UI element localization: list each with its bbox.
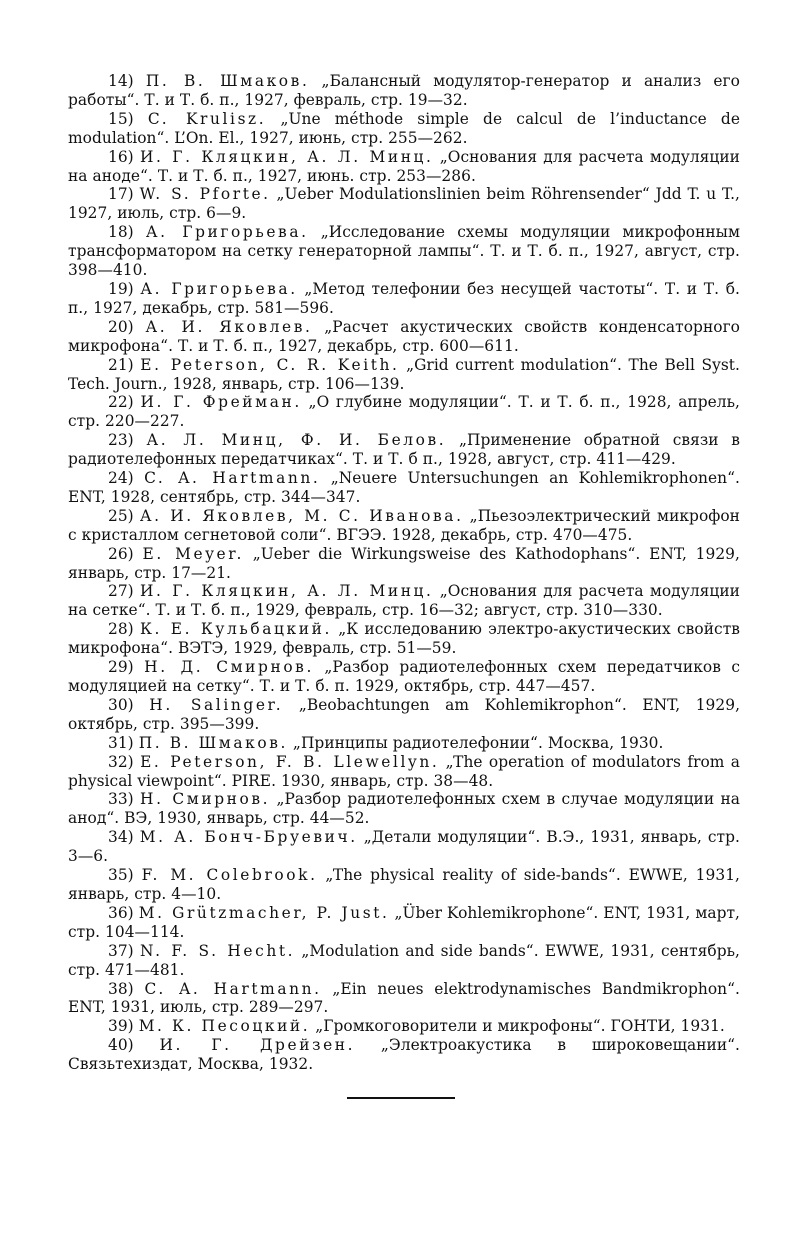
reference-text: „Метод телефонии без несущей частоты“. Т. и Т. б. п., 1927, декабрь, стр. 581—596. [68, 279, 740, 317]
reference-authors: E. Meyer. [142, 544, 244, 563]
reference-text: „Электроакустика в широковещании“. Связьтехиздат, Москва, 1932. [68, 1036, 740, 1074]
reference-item [68, 223, 740, 280]
reference-item [68, 904, 740, 942]
reference-authors: П. В. Шмаков. [138, 733, 288, 752]
reference-text: „Пьезоэлектрический микрофон с кристаллом сегнетовой соли“. ВГЭЭ. 1928, декабрь, стр. 470—475. [68, 506, 740, 544]
reference-authors: E. Peterson, F. B. Llewellyn. [140, 752, 440, 771]
reference-authors: А. Григорьева. [140, 279, 298, 298]
reference-authors: F. M. Colebrook. [141, 866, 318, 885]
reference-authors: А. Григорьева. [145, 223, 309, 242]
reference-item [68, 753, 740, 791]
reference-authors: Н. Д. Смирнов. [144, 658, 314, 677]
reference-item [68, 696, 740, 734]
reference-item [68, 582, 740, 620]
reference-authors: N. F. S. Hecht. [140, 941, 296, 960]
reference-text: „The operation of modulators from a physical viewpoint“. PIRE. 1930, январь, стр. 38—48. [68, 752, 740, 790]
reference-text: „Балансный модулятор-генератор и анализ его работы“. Т. и Т. б. п., 1927, февраль, стр. 19—32. [68, 72, 740, 109]
reference-item [68, 318, 740, 356]
reference-text: „Grid current modulation“. The Bell Syst. Tech. Journ., 1928, январь, стр. 106—139. [68, 355, 740, 393]
reference-number: 32) [108, 752, 134, 771]
reference-authors: W. S. Pforte. [139, 185, 271, 204]
reference-text: „Применение обратной связи в радиотелефонных передатчиках“. Т. и Т. б п., 1928, август, стр. 411—429. [68, 431, 740, 469]
reference-number: 33) [108, 790, 134, 809]
reference-text: „Основания для расчета модуляции на сетке“. Т. и Т. б. п., 1929, февраль, стр. 16—32; август, стр. 310—330. [68, 582, 740, 620]
reference-number: 30) [108, 695, 134, 714]
reference-item [68, 1017, 740, 1036]
reference-item [68, 790, 740, 828]
reference-text: „Ueber Modulationslinien beim Röhrensender“ Jdd T. u T., 1927, июль, стр. 6—9. [68, 185, 740, 223]
reference-number: 37) [108, 941, 134, 960]
reference-item [68, 734, 740, 753]
reference-number: 22) [108, 393, 134, 412]
reference-number: 36) [108, 903, 134, 922]
reference-text: „К исследованию электро-акустических свойств микрофона“. ВЭТЭ, 1929, февраль, стр. 51—59. [68, 620, 740, 658]
reference-number: 24) [108, 469, 134, 488]
reference-number: 39) [108, 1017, 134, 1036]
reference-authors: И. Г. Кляцкин, А. Л. Минц. [139, 147, 434, 166]
reference-number: 15) [108, 109, 134, 128]
reference-authors: И. Г. Фрейман. [140, 393, 302, 412]
reference-text: „Une méthode simple de calcul de l’inductance de modulation“. L’On. El., 1927, июнь, стр. 255—262. [68, 109, 740, 147]
reference-authors: H. Salinger. [149, 695, 284, 714]
reference-item [68, 72, 740, 110]
reference-number: 19) [108, 279, 134, 298]
reference-item [68, 469, 740, 507]
reference-item [68, 1036, 740, 1074]
reference-authors: А. И. Яковлев. [145, 317, 313, 336]
reference-item [68, 356, 740, 394]
reference-item [68, 545, 740, 583]
reference-item [68, 280, 740, 318]
reference-item [68, 866, 740, 904]
reference-authors: М. А. Бонч-Бруевич. [139, 828, 358, 847]
reference-item [68, 828, 740, 866]
reference-item [68, 507, 740, 545]
reference-authors: К. Е. Кульбацкий. [139, 620, 332, 639]
reference-number: 31) [108, 733, 134, 752]
reference-number: 34) [108, 828, 134, 847]
reference-text: „Детали модуляции“. В.Э., 1931, январь, стр. 3—6. [68, 828, 740, 866]
reference-authors: А. И. Яковлев, М. С. Иванова. [139, 506, 464, 525]
reference-item [68, 431, 740, 469]
reference-number: 20) [108, 317, 134, 336]
reference-number: 23) [108, 431, 134, 450]
reference-text: „Расчет акустических свойств конденсаторного микрофона“. Т. и Т. б. п., 1927, декабрь, стр. 600—611. [68, 317, 740, 355]
reference-number: 26) [108, 544, 134, 563]
reference-text: „О глубине модуляции“. Т. и Т. б. п., 1928, апрель, стр. 220—227. [68, 393, 740, 431]
reference-number: 40) [108, 1036, 134, 1055]
reference-item [68, 148, 740, 186]
reference-number: 16) [108, 147, 134, 166]
reference-authors: А. Л. Минц, Ф. И. Белов. [146, 431, 447, 450]
reference-item [68, 980, 740, 1018]
reference-authors: Н. Смирнов. [140, 790, 271, 809]
reference-authors: C. A. Hartmann. [144, 469, 321, 488]
reference-item [68, 658, 740, 696]
reference-text: „Разбор радиотелефонных схем в случае модуляции на анод“. ВЭ, 1930, январь, стр. 44—52. [68, 790, 740, 828]
reference-number: 29) [108, 658, 134, 677]
reference-list [68, 72, 740, 1074]
reference-text: „Основания для расчета модуляции на аноде“. Т. и Т. б. п., 1927, июнь. стр. 253—286. [68, 147, 740, 185]
reference-item [68, 393, 740, 431]
reference-authors: И. Г. Дрейзен. [159, 1036, 356, 1055]
reference-number: 21) [108, 355, 134, 374]
reference-item [68, 110, 740, 148]
reference-number: 25) [108, 506, 134, 525]
reference-text: „Beobachtungen am Kohlemikrophon“. ENT, 1929, октябрь, стр. 395—399. [68, 695, 741, 733]
reference-text: „Принципы радиотелефонии“. Москва, 1930. [292, 733, 664, 752]
reference-number: 14) [108, 72, 134, 90]
reference-number: 35) [108, 866, 134, 885]
reference-authors: C. A. Hartmann. [144, 979, 322, 998]
reference-text: „Ueber die Wirkungsweise des Kathodophans“. ENT, 1929, январь, стр. 17—21. [68, 544, 740, 582]
reference-authors: П. В. Шмаков. [145, 72, 310, 90]
reference-number: 18) [108, 223, 134, 242]
reference-authors: M. Grützmacher, P. Just. [138, 903, 390, 922]
end-rule [347, 1097, 455, 1099]
reference-text: „Ein neues elektrodynamisches Bandmikrophon“. ENT, 1931, июль, стр. 289—297. [68, 979, 740, 1017]
reference-item [68, 620, 740, 658]
reference-text: „Исследование схемы модуляции микрофонным трансформатором на сетку генераторной лампы“. Т. и Т. б. п., 1927, август, стр. 398—410. [68, 223, 740, 280]
reference-item [68, 185, 740, 223]
reference-text: „Громкоговорители и микрофоны“. ГОНТИ, 1931. [315, 1017, 725, 1036]
reference-text: „Über Kohlemikrophone“. ENT, 1931, март, стр. 104—114. [68, 903, 740, 941]
reference-text: „Modulation and side bands“. EWWE, 1931, сентябрь, стр. 471—481. [68, 941, 740, 979]
reference-text: „The physical reality of side-bands“. EWWE, 1931, январь, стр. 4—10. [68, 866, 740, 903]
reference-number: 38) [108, 979, 134, 998]
reference-authors: E. Peterson, C. R. Keith. [140, 355, 400, 374]
reference-number: 27) [108, 582, 134, 601]
reference-text: „Neuere Untersuchungen an Kohlemikrophonen“. ENT, 1928, сентябрь, стр. 344—347. [68, 469, 740, 506]
reference-item [68, 942, 740, 980]
reference-text: „Разбор радиотелефонных схем передатчиков с модуляцией на сетку“. Т. и Т. б. п. 1929, октябрь, стр. 447—457. [68, 658, 741, 695]
reference-authors: И. Г. Кляцкин, А. Л. Минц. [139, 582, 434, 601]
reference-number: 28) [108, 620, 134, 639]
reference-authors: C. Krulisz. [147, 109, 267, 128]
reference-authors: М. К. Песоцкий. [138, 1017, 311, 1036]
reference-number: 17) [108, 185, 134, 204]
